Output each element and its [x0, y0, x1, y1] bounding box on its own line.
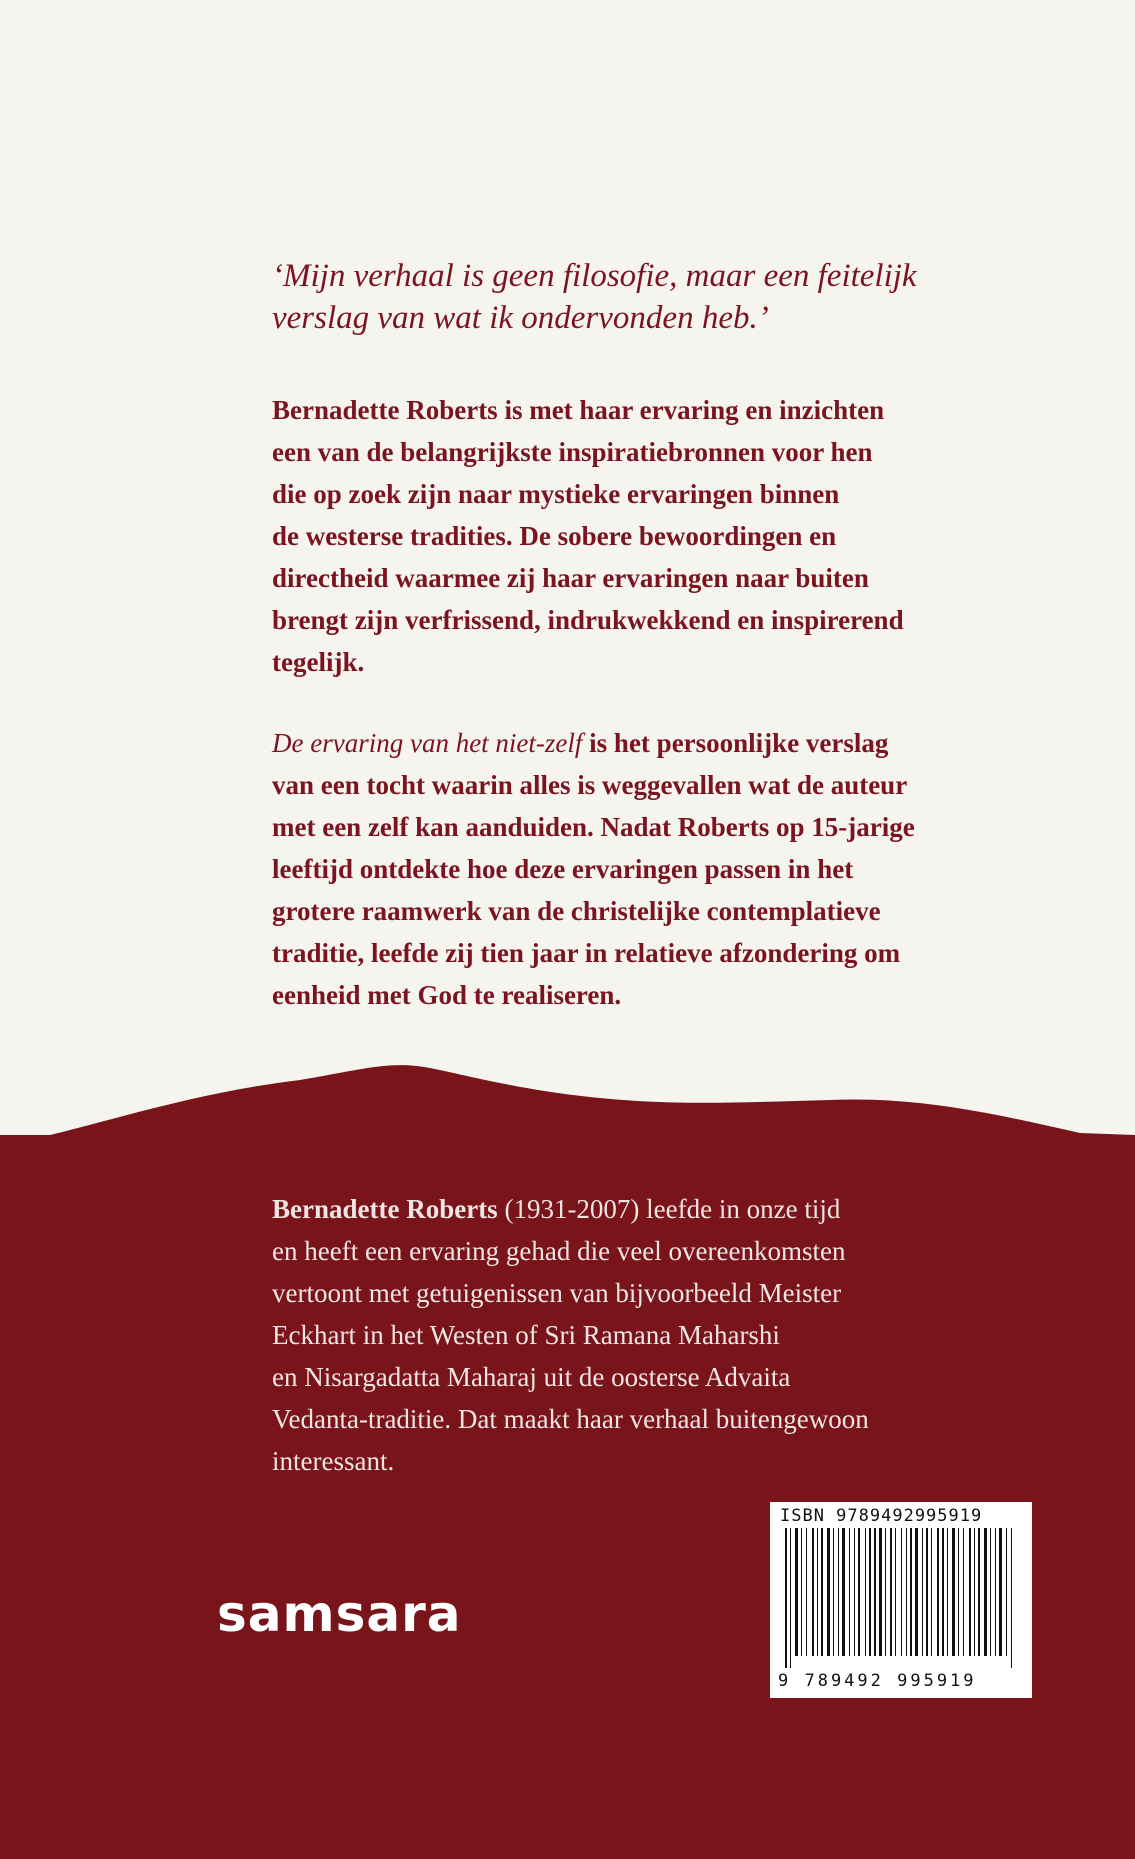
barcode-bar [969, 1528, 971, 1656]
isbn-barcode [770, 1502, 1032, 1698]
barcode-bar [995, 1528, 996, 1656]
bio-line: en Nisargadatta Maharaj uit de oosterse Advaita [272, 1362, 791, 1392]
barcode-bar [947, 1528, 948, 1656]
bio-line: Vedanta-traditie. Dat maakt haar verhaal buitengewoon [272, 1404, 869, 1434]
bio-line: Eckhart in het Westen of Sri Ramana Maharshi [272, 1320, 780, 1350]
barcode-bar [854, 1528, 855, 1656]
paragraph-line: directheid waarmee zij haar ervaringen naar buiten [272, 563, 869, 593]
paragraph-line: tegelijk. [272, 647, 365, 677]
barcode-bar [990, 1528, 991, 1656]
barcode-bar [874, 1528, 876, 1656]
description-paragraph-1 [272, 389, 962, 683]
barcode-bar [1011, 1528, 1012, 1668]
barcode-digits: 9 789492 995919 [778, 1671, 977, 1691]
paragraph-line: grotere raamwerk van de christelijke contemplatieve [272, 896, 881, 926]
paragraph-line: de westerse tradities. De sobere bewoordingen en [272, 521, 837, 551]
paragraph-line: eenheid met God te realiseren. [272, 980, 622, 1010]
barcode-bar [827, 1528, 830, 1656]
paragraph-line: leeftijd ontdekte hoe deze ervaringen passen in het [272, 854, 854, 884]
quote-line: ‘Mijn verhaal is geen filosofie, maar een feitelijk [272, 258, 917, 294]
paragraph-line: van een tocht waarin alles is weggevallen wat de auteur [272, 770, 908, 800]
publisher-logo: samsara [217, 1585, 462, 1643]
barcode-bar [901, 1528, 902, 1656]
barcode-bar [910, 1528, 912, 1656]
barcode-bar [865, 1528, 866, 1656]
barcode-bar [842, 1528, 845, 1656]
author-name: Bernadette Roberts [272, 1194, 498, 1224]
paragraph-line: die op zoek zijn naar mystieke ervaringen binnen [272, 479, 840, 509]
barcode-bar [879, 1528, 882, 1656]
barcode-bar [806, 1528, 807, 1656]
barcode-bar [785, 1528, 787, 1668]
barcode-bar [1006, 1528, 1007, 1656]
barcode-bar [974, 1528, 975, 1656]
book-title: De ervaring van het niet-zelf [272, 728, 583, 758]
pull-quote [272, 255, 972, 339]
barcode-bar [838, 1528, 839, 1656]
barcode-bars [785, 1528, 1017, 1668]
barcode-bar [858, 1528, 860, 1656]
barcode-bar [963, 1528, 964, 1656]
barcode-bar [869, 1528, 871, 1656]
barcode-bar [942, 1528, 944, 1656]
barcode-bar [817, 1528, 818, 1656]
paragraph-line: brengt zijn verfrissend, indrukwekkend en inspirerend [272, 605, 904, 635]
quote-line: verslag van wat ik ondervonden heb.’ [272, 300, 769, 336]
bio-text: (1931-2007) leefde in onze tijd [497, 1194, 841, 1224]
barcode-bar [890, 1528, 892, 1656]
paragraph-line: met een zelf kan aanduiden. Nadat Roberts op 15-jarige [272, 812, 915, 842]
paragraph-line [272, 722, 962, 764]
barcode-bar [958, 1528, 959, 1656]
barcode-bar [931, 1528, 932, 1656]
barcode-bar [795, 1528, 798, 1656]
bio-line: en heeft een ervaring gehad die veel overeenkomsten [272, 1236, 846, 1266]
barcode-bar [906, 1528, 907, 1656]
barcode-bar [790, 1528, 791, 1668]
isbn-label: ISBN 9789492995919 [780, 1506, 983, 1526]
barcode-bar [915, 1528, 918, 1656]
barcode-bar [978, 1528, 980, 1656]
bio-line: interessant. [272, 1446, 395, 1476]
barcode-bar [937, 1528, 939, 1656]
barcode-bar [885, 1528, 886, 1656]
paragraph-line: traditie, leefde zij tien jaar in relatieve afzondering om [272, 938, 901, 968]
paragraph-line: Bernadette Roberts is met haar ervaring en inzichten [272, 395, 885, 425]
paragraph-line: een van de belangrijkste inspiratiebronnen voor hen [272, 437, 873, 467]
barcode-bar [895, 1528, 896, 1656]
author-bio [272, 1188, 962, 1482]
barcode-bar [821, 1528, 823, 1656]
paragraph-text: is het persoonlijke verslag [582, 728, 889, 758]
barcode-bar [812, 1528, 814, 1656]
bio-line [272, 1188, 962, 1230]
barcode-bar [922, 1528, 923, 1656]
barcode-bar [999, 1528, 1002, 1656]
barcode-bar [926, 1528, 928, 1656]
description-paragraph-2 [272, 722, 962, 1016]
bio-line: vertoont met getuigenissen van bijvoorbeeld Meister [272, 1278, 842, 1308]
barcode-bar [833, 1528, 834, 1656]
barcode-bar [952, 1528, 955, 1656]
barcode-bar [801, 1528, 802, 1656]
barcode-bar [984, 1528, 987, 1656]
barcode-bar [849, 1528, 850, 1656]
